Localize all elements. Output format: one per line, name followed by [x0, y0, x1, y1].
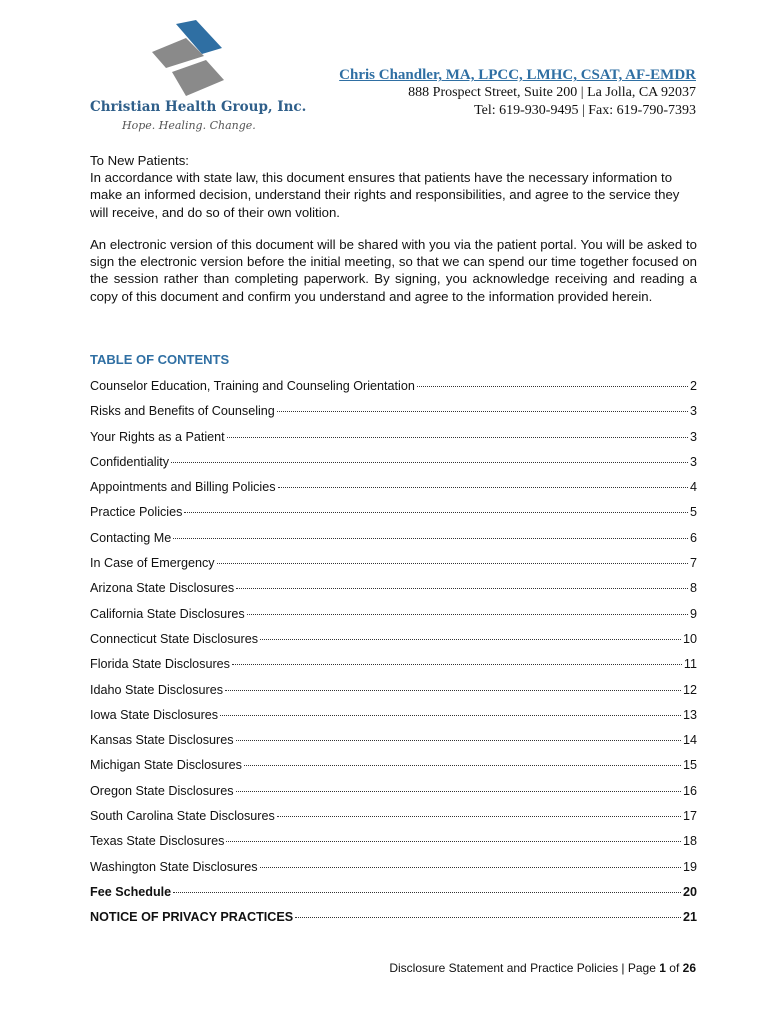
toc-entry-page: 2	[689, 379, 697, 393]
toc-leader-dots	[171, 462, 688, 463]
toc-entry[interactable]	[90, 455, 697, 480]
toc-entry-title: Texas State Disclosures	[90, 834, 225, 849]
toc-entry-page: 11	[683, 657, 697, 672]
toc-entry-page: 10	[682, 631, 697, 646]
toc-entry-title: In Case of Emergency	[90, 556, 215, 571]
toc-entry[interactable]	[90, 683, 697, 708]
toc-leader-dots	[227, 437, 688, 438]
toc-entry-title: Practice Policies	[90, 505, 183, 520]
toc-entry-page: 3	[689, 404, 697, 419]
salutation: To New Patients:	[90, 153, 189, 168]
toc-entry-title: NOTICE OF PRIVACY PRACTICES	[90, 910, 294, 925]
company-logo	[88, 20, 307, 135]
toc-leader-dots	[277, 411, 688, 412]
toc-entry[interactable]	[90, 556, 697, 581]
toc-entry[interactable]	[90, 733, 697, 758]
footer-label: Disclosure Statement and Practice Policies | Page	[389, 961, 656, 975]
toc-leader-dots	[220, 715, 681, 716]
footer-of: of	[669, 961, 680, 975]
toc-entry-title: Michigan State Disclosures	[90, 758, 242, 773]
toc-entry[interactable]	[90, 379, 697, 404]
toc-leader-dots	[232, 664, 682, 665]
logo-mark-icon	[146, 20, 226, 98]
toc-entry-page: 19	[682, 859, 697, 874]
toc-entry-page: 7	[689, 556, 697, 571]
toc-entry[interactable]	[90, 784, 697, 809]
toc-leader-dots	[295, 917, 681, 918]
toc-entry[interactable]	[90, 758, 697, 783]
toc-entry[interactable]	[90, 480, 697, 505]
toc-leader-dots	[277, 816, 681, 817]
toc-entry-title: Counselor Education, Training and Counseling Orientation	[90, 379, 415, 393]
intro-paragraph: In accordance with state law, this document ensures that patients have the necessary information to make an informed decision, understand their rights and responsibilities, and agree to the service they will receive, and do so of their own volition.	[90, 170, 680, 220]
toc-entry-title: Confidentiality	[90, 454, 170, 469]
toc-entry[interactable]	[90, 657, 697, 682]
toc-leader-dots	[173, 538, 688, 539]
toc-leader-dots	[236, 740, 681, 741]
toc-leader-dots	[236, 588, 688, 589]
toc-entry-page: 12	[682, 682, 697, 697]
toc-entry-title: Your Rights as a Patient	[90, 429, 225, 444]
toc-leader-dots	[260, 639, 681, 640]
toc-entry-page: 4	[689, 480, 697, 495]
toc-leader-dots	[244, 765, 681, 766]
toc-entry-page: 20	[682, 884, 697, 899]
toc-entry-title: Risks and Benefits of Counseling	[90, 404, 275, 419]
toc-leader-dots	[217, 563, 688, 564]
toc-entry-title: California State Disclosures	[90, 606, 245, 621]
toc-entry-title: Fee Schedule	[90, 884, 172, 899]
toc-entry[interactable]	[90, 581, 697, 606]
toc-entry-page: 21	[682, 910, 697, 925]
intro-section	[90, 152, 697, 221]
toc-entry-title: Washington State Disclosures	[90, 859, 258, 874]
toc-entry-page: 8	[689, 581, 697, 596]
toc-leader-dots	[260, 867, 681, 868]
toc-entry[interactable]	[90, 860, 697, 885]
toc-entry[interactable]	[90, 430, 697, 455]
toc-entry-title: Connecticut State Disclosures	[90, 631, 258, 646]
toc-entry-title: Iowa State Disclosures	[90, 707, 219, 722]
toc-leader-dots	[225, 690, 681, 691]
toc-entry-title: Appointments and Billing Policies	[90, 480, 276, 495]
toc-leader-dots	[226, 841, 681, 842]
toc-entry-title: Contacting Me	[90, 530, 172, 545]
toc-entry[interactable]	[90, 809, 697, 834]
toc-leader-dots	[236, 791, 681, 792]
toc-entry[interactable]	[90, 632, 697, 657]
toc-entry-page: 15	[682, 758, 697, 773]
toc-leader-dots	[184, 512, 688, 513]
toc-leader-dots	[247, 614, 688, 615]
page-footer	[389, 961, 696, 975]
logo-tagline: Hope. Healing. Change.	[122, 119, 256, 132]
toc-entry[interactable]	[90, 885, 697, 910]
footer-page-number: 1	[659, 961, 666, 975]
toc-entry-page: 5	[689, 505, 697, 520]
toc-leader-dots	[173, 892, 681, 893]
footer-total-pages: 26	[682, 961, 696, 975]
provider-name: Chris Chandler, MA, LPCC, LMHC, CSAT, AF-EMDR	[339, 67, 696, 83]
toc-entry-page: 16	[682, 783, 697, 798]
table-of-contents	[90, 379, 697, 936]
logo-company-name: Christian Health Group, Inc.	[90, 99, 307, 115]
toc-entry-page: 13	[682, 707, 697, 722]
toc-entry-page: 18	[682, 834, 697, 849]
toc-entry[interactable]	[90, 607, 697, 632]
toc-leader-dots	[417, 386, 688, 387]
toc-entry[interactable]	[90, 910, 697, 935]
toc-entry-page: 14	[682, 733, 697, 748]
toc-entry[interactable]	[90, 708, 697, 733]
toc-leader-dots	[278, 487, 688, 488]
toc-entry-page: 6	[689, 530, 697, 545]
toc-entry-title: Arizona State Disclosures	[90, 581, 235, 596]
toc-entry-title: Kansas State Disclosures	[90, 733, 234, 748]
toc-heading: TABLE OF CONTENTS	[90, 352, 230, 367]
toc-entry[interactable]	[90, 834, 697, 859]
provider-phone-fax: Tel: 619-930-9495 | Fax: 619-790-7393	[474, 103, 696, 118]
contact-block	[339, 66, 696, 120]
toc-entry[interactable]	[90, 404, 697, 429]
toc-entry-title: Idaho State Disclosures	[90, 682, 224, 697]
toc-entry-page: 3	[689, 454, 697, 469]
toc-entry[interactable]	[90, 505, 697, 530]
toc-entry-page: 3	[689, 429, 697, 444]
toc-entry-title: South Carolina State Disclosures	[90, 809, 275, 824]
toc-entry[interactable]	[90, 531, 697, 556]
portal-paragraph: An electronic version of this document will be shared with you via the patient portal. You will be asked to sign the electronic version before the initial meeting, so that we can spend our time together focused on the session rather than completing paperwork. By signing, you acknowledge receiving and reading a copy of this document and confirm you understand and agree to the information provided herein.	[90, 237, 697, 304]
toc-entry-page: 17	[682, 809, 697, 824]
toc-entry-title: Oregon State Disclosures	[90, 783, 234, 798]
toc-entry-title: Florida State Disclosures	[90, 657, 230, 672]
toc-entry-page: 9	[689, 606, 697, 621]
provider-address: 888 Prospect Street, Suite 200 | La Jolla, CA 92037	[408, 85, 696, 100]
